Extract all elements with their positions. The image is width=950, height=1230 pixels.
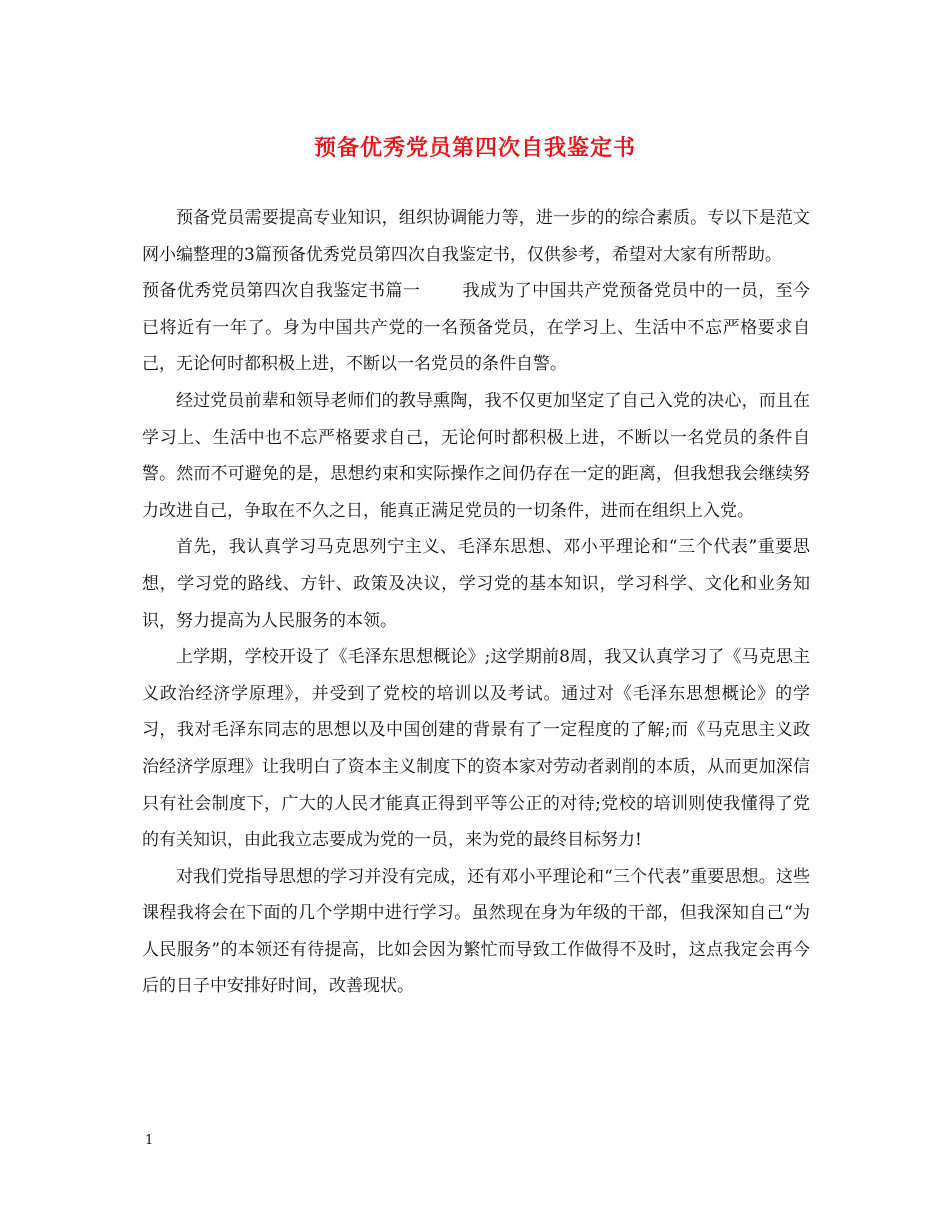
page-number: 1 <box>145 1133 154 1148</box>
body-paragraph-5: 对我们党指导思想的学习并没有完成，还有邓小平理论和“三个代表”重要思想。这些课程我将会在下面的几个学期中进行学习。虽然现在身为年级的干部，但我深知自己“为人民服务”的本领还有待提高，比如会因为繁忙而导致工作做得不及时，这点我定会再今后的日子中安排好时间，改善现状。 <box>142 866 810 997</box>
document-body <box>142 200 810 1005</box>
intro-paragraph: 预备党员需要提高专业知识，组织协调能力等，进一步的的综合素质。专以下是范文网小编整理的3篇预备优秀党员第四次自我鉴定书，仅供参考，希望对大家有所帮助。 <box>142 208 810 265</box>
document-title: 预备优秀党员第四次自我鉴定书 <box>313 135 636 161</box>
body-paragraph-4: 上学期，学校开设了《毛泽东思想概论》;这学期前8周，我又认真学习了《马克思主义政治经济学原理》，并受到了党校的培训以及考试。通过对《毛泽东思想概论》的学习，我对毛泽东同志的思想以及中国创建的背景有了一定程度的了解;而《马克思主义政治经济学原理》让我明白了资本主义制度下的资本家对劳动者剥削的本质，从而更加深信只有社会制度下，广大的人民才能真正得到平等公正的对待;党校的培训则使我懂得了党的有关知识，由此我立志要成为党的一员，来为党的最终目标努力! <box>142 647 810 851</box>
section-paragraph-1 <box>142 273 810 383</box>
section-body-text: 我成为了中国共产党预备党员中的一员，至今已将近有一年了。身为中国共产党的一名预备党员，在学习上、生活中不忘严格要求自己，无论何时都积极上进，不断以一名党员的条件自警。 <box>142 281 811 375</box>
body-paragraph-3: 首先，我认真学习马克思列宁主义、毛泽东思想、邓小平理论和“三个代表”重要思想，学习党的路线、方针、政策及决议，学习党的基本知识，学习科学、文化和业务知识，努力提高为人民服务的本领。 <box>142 537 810 631</box>
section-heading: 预备优秀党员第四次自我鉴定书篇一 <box>142 281 421 302</box>
body-paragraph-2: 经过党员前辈和领导老师们的教导熏陶，我不仅更加坚定了自己入党的决心，而且在学习上、生活中也不忘严格要求自己，无论何时都积极上进，不断以一名党员的条件自警。然而不可避免的是，思想约束和实际操作之间仍存在一定的距离，但我想我会继续努力改进自己，争取在不久之日，能真正满足党员的一切条件，进而在组织上入党。 <box>142 390 810 521</box>
